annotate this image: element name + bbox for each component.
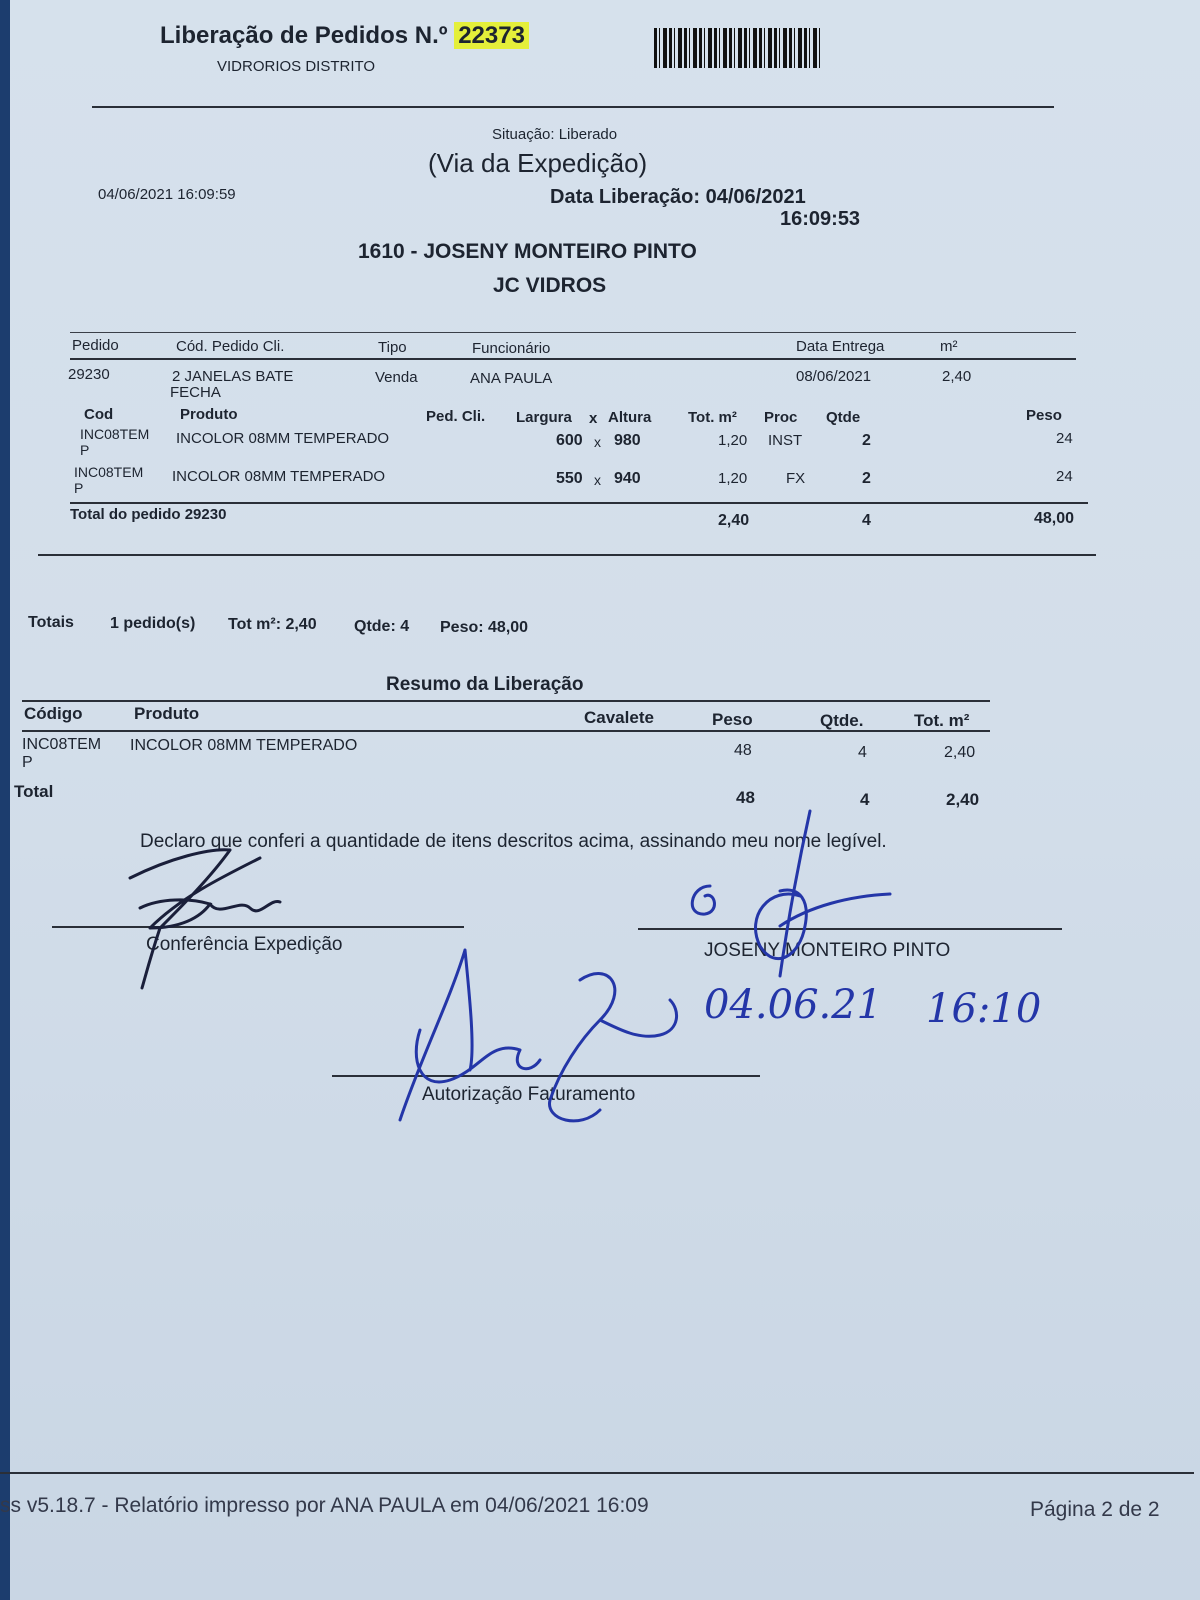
item-peso: 24	[1056, 468, 1073, 485]
barcode-icon	[654, 28, 820, 68]
client-name: 1610 - JOSENY MONTEIRO PINTO	[358, 240, 697, 263]
section-divider	[38, 554, 1096, 556]
items-col-largura: Largura	[516, 409, 572, 426]
item-altura: 940	[614, 470, 641, 487]
item-cod-suffix: P	[74, 480, 84, 496]
order-total-label: Total do pedido 29230	[70, 506, 227, 523]
order-tipo: Venda	[375, 369, 418, 386]
items-col-altura: Altura	[608, 409, 652, 426]
order-funcionario: ANA PAULA	[470, 370, 553, 387]
summary-row-qtde: 4	[858, 744, 867, 761]
item-cod-suffix: P	[80, 442, 90, 458]
footer-printed-by: ss v5.18.7 - Relatório impresso por ANA PAULA em 04/06/2021 16:09	[0, 1494, 649, 1517]
order-cod-pedido-cli-2: FECHA	[170, 384, 221, 401]
totals-m2: Tot m²: 2,40	[228, 616, 317, 633]
company-name: VIDRORIOS DISTRITO	[217, 58, 376, 75]
summary-col-qtde: Qtde.	[820, 711, 864, 730]
title-text: Liberação de Pedidos N.º	[160, 22, 448, 49]
summary-total-label: Total	[14, 782, 54, 801]
footer-rule	[0, 1472, 1194, 1474]
totals-pedidos: 1 pedido(s)	[110, 615, 196, 632]
items-col-tot-m2: Tot. m²	[688, 409, 737, 426]
item-largura: 600	[556, 432, 583, 449]
summary-total-qtde: 4	[860, 790, 870, 809]
release-date: Data Liberação: 04/06/2021	[550, 186, 806, 208]
item-tot-m2: 1,20	[718, 470, 748, 487]
summary-col-tot-m2: Tot. m²	[914, 711, 970, 730]
summary-header-rule	[22, 730, 990, 732]
item-x: x	[594, 472, 601, 488]
via-label: (Via da Expedição)	[428, 148, 648, 178]
items-col-qtde: Qtde	[826, 409, 861, 426]
items-col-x: x	[589, 410, 598, 427]
item-peso: 24	[1056, 430, 1073, 447]
order-total-qtde: 4	[862, 512, 871, 529]
col-tipo: Tipo	[378, 339, 407, 356]
items-col-produto: Produto	[180, 406, 238, 423]
summary-col-produto: Produto	[134, 704, 200, 723]
totals-label: Totais	[28, 614, 74, 631]
col-cod-pedido-cli: Cód. Pedido Cli.	[176, 338, 285, 355]
item-qtde: 2	[862, 432, 871, 449]
item-cod: INC08TEM	[74, 464, 144, 480]
item-produto: INCOLOR 08MM TEMPERADO	[172, 468, 386, 485]
items-col-proc: Proc	[764, 409, 798, 426]
signature-label-conferencia: Conferência Expedição	[146, 934, 343, 955]
col-funcionario: Funcionário	[472, 340, 551, 357]
order-table-top-rule	[70, 332, 1076, 333]
summary-row-produto: INCOLOR 08MM TEMPERADO	[130, 737, 358, 754]
summary-row-tot-m2: 2,40	[944, 744, 976, 761]
signature-label-autorizacao: Autorização Faturamento	[422, 1084, 636, 1105]
order-pedido: 29230	[68, 366, 110, 383]
signature-label-client: JOSENY MONTEIRO PINTO	[704, 940, 951, 961]
summary-col-peso: Peso	[712, 710, 753, 729]
items-col-peso: Peso	[1026, 407, 1062, 424]
col-m2: m²	[940, 338, 958, 355]
declaration-text: Declaro que conferi a quantidade de itens descritos acima, assinando meu nome legível.	[140, 831, 887, 852]
order-data-entrega: 08/06/2021	[796, 368, 872, 385]
document-title	[160, 22, 529, 50]
order-total-rule	[70, 502, 1088, 504]
item-cod: INC08TEM	[80, 426, 150, 442]
order-header-rule	[70, 358, 1076, 360]
item-x: x	[594, 434, 601, 450]
item-proc: INST	[768, 432, 803, 449]
summary-col-codigo: Código	[24, 704, 83, 723]
order-cod-pedido-cli-1: 2 JANELAS BATE	[172, 368, 294, 385]
release-time: 16:09:53	[780, 208, 861, 230]
summary-col-cavalete: Cavalete	[584, 708, 654, 727]
totals-peso: Peso: 48,00	[440, 619, 529, 636]
col-pedido: Pedido	[72, 337, 119, 354]
header-divider	[92, 106, 1054, 108]
items-col-ped-cli: Ped. Cli.	[426, 408, 486, 425]
status-text: Situação: Liberado	[492, 126, 618, 143]
summary-total-peso: 48	[736, 788, 755, 807]
summary-row-peso: 48	[734, 742, 752, 759]
item-tot-m2: 1,20	[718, 432, 748, 449]
item-largura: 550	[556, 470, 583, 487]
item-altura: 980	[614, 432, 641, 449]
summary-title: Resumo da Liberação	[386, 674, 584, 695]
item-proc: FX	[786, 470, 806, 487]
summary-row-codigo-suffix: P	[22, 754, 33, 771]
signature-conferencia-drawing	[120, 838, 300, 998]
handwritten-time: 16:10	[926, 986, 1042, 1032]
order-total-peso: 48,00	[1034, 510, 1075, 527]
col-data-entrega: Data Entrega	[796, 338, 885, 355]
order-total-m2: 2,40	[718, 512, 750, 529]
handwritten-date: 04.06.21	[704, 982, 883, 1028]
client-company: JC VIDROS	[493, 274, 607, 297]
summary-row-codigo: INC08TEM	[22, 736, 102, 753]
items-col-cod: Cod	[84, 406, 114, 423]
totals-qtde: Qtde: 4	[354, 618, 410, 635]
print-datetime: 04/06/2021 16:09:59	[98, 186, 236, 203]
summary-top-rule	[22, 700, 990, 702]
release-number: 22373	[454, 22, 529, 49]
order-m2: 2,40	[942, 368, 972, 385]
summary-total-tot-m2: 2,40	[946, 790, 980, 809]
footer-page: Página 2 de 2	[1030, 1498, 1160, 1521]
item-qtde: 2	[862, 470, 871, 487]
item-produto: INCOLOR 08MM TEMPERADO	[176, 430, 390, 447]
